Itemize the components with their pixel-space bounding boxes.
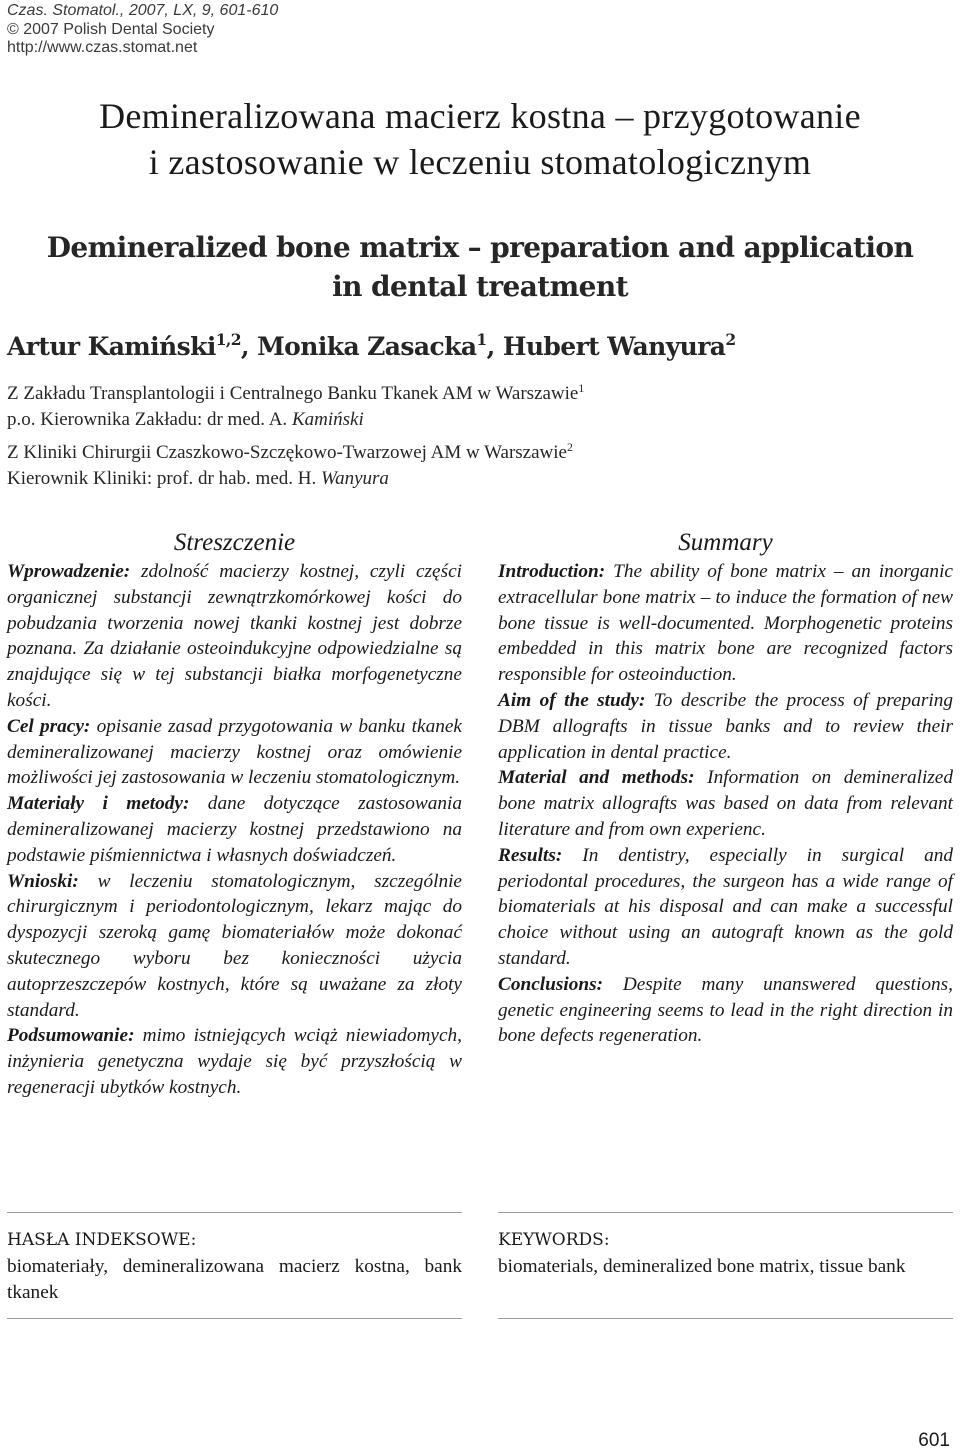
affiliation-2-head: Kierownik Kliniki: prof. dr hab. med. H. Wanyura [7,468,389,489]
keywords-english [498,1228,953,1280]
title-english-line-2: in dental treatment [332,270,628,303]
author-affiliation-mark: 1,2 [215,330,241,350]
author-separator: , [486,332,503,361]
title-english-line-1: Demineralized bone matrix – preparation and application [46,231,914,264]
keywords-english-text: biomaterials, demineralized bone matrix, tissue bank [498,1255,906,1277]
keywords-english-heading: KEYWORDS: [498,1230,610,1250]
keywords-english-top-rule [498,1212,953,1213]
affiliation-1: Z Zakładu Transplantologii i Centralnego Banku Tkanek AM w Warszawie$^1$ [7,381,585,404]
journal-header [7,2,278,58]
abstract-english [498,527,953,1049]
author-separator: , [240,332,258,361]
title-polish-line-2: i zastosowanie w leczeniu stomatologicznym [148,142,812,182]
abstract-paragraph: Aim of the study: To describe the process of preparing DBM allografts in tissue banks and to review their application in dental practice. [498,689,953,763]
affiliation-1-head: p.o. Kierownika Zakładu: dr med. A. Kamiński [7,409,364,430]
abstract-paragraph: Conclusions: Despite many unanswered questions, genetic engineering seems to lead in the right direction in bone defects regeneration. [498,973,953,1047]
abstract-paragraph: Materiały i metody: dane dotyczące zastosowania demineralizowanej macierzy kostnej przedstawiono na podstawie piśmiennictwa i własnych doświadczeń. [7,793,462,866]
author-affiliation-mark: 1 [476,330,487,350]
page-number: 601 [918,1430,950,1451]
abstract-english-body [498,559,953,1049]
abstract-paragraph: Cel pracy: opisanie zasad przygotowania w banku tkanek demineralizowanej macierzy kostnej oraz omówienie możliwości jej zastosowania w leczeniu stomatologicznym. [7,715,462,789]
author-name: Hubert Wanyura [502,332,726,361]
author-name: Monika Zasacka [257,332,477,361]
affiliation-2: Z Kliniki Chirurgii Czaszkowo-Szczękowo-Twarzowej AM w Warszawie$^2$ [7,440,573,463]
keywords-polish-top-rule [7,1212,462,1213]
abstract-polish-body [7,559,462,1101]
journal-url: http://www.czas.stomat.net [7,39,198,56]
keywords-english-bottom-rule [498,1318,953,1319]
abstract-paragraph: Wnioski: w leczeniu stomatologicznym, szczególnie chirurgicznym i periodontologicznym, lekarz mając do dyspozycji szeroką gamę biomateriałów może dokonać skutecznego wyboru bez konieczności użycia autoprzeszczepów kostnych, które są uważane za złoty standard. [7,870,462,1021]
title-polish [0,93,960,185]
abstract-polish-heading: Streszczenie [173,529,296,556]
abstract-paragraph: Podsumowanie: mimo istniejących wciąż niewiadomych, inżynieria genetyczna wydaje się być przyszłością w regeneracji ubytków kostnych. [7,1025,462,1098]
keywords-polish [7,1228,462,1305]
abstract-paragraph: Introduction: The ability of bone matrix – an inorganic extracellular bone matrix – to induce the formation of new bone tissue is well-documented. Morphogenetic proteins embedded in this matrix bone are recognized factors responsible for osteoinduction. [498,561,953,686]
keywords-polish-bottom-rule [7,1318,462,1319]
author-name: Artur Kamiński [7,332,216,361]
journal-citation: Czas. Stomatol., 2007, LX, 9, 601-610 [7,2,279,19]
keywords-polish-heading: HASŁA INDEKSOWE: [7,1230,197,1250]
keywords-polish-text: biomateriały, demineralizowana macierz kostna, bank tkanek [7,1255,462,1303]
title-polish-line-1: Demineralizowana macierz kostna – przygotowanie [99,96,861,136]
abstract-english-heading: Summary [678,529,773,556]
author-affiliation-mark: 2 [725,330,736,350]
copyright-line: © 2007 Polish Dental Society [7,20,215,38]
author-list [7,331,736,363]
abstract-polish [7,527,462,1101]
abstract-paragraph: Wprowadzenie: zdolność macierzy kostnej, czyli części organicznej substancji zewnątrzkomórkowej kości do pobudzania tworzenia nowej tkanki kostnej jest dobrze poznana. Za działanie osteoindukcyjne odpowiedzialne są znajdujące się w tej substancji białka morfogenetyczne kości. [7,561,462,711]
abstract-paragraph: Material and methods: Information on demineralized bone matrix allografts was based on data from relevant literature and from own experienc. [498,767,954,840]
abstract-paragraph: Results: In dentistry, especially in surgical and periodontal procedures, the surgeon has a wide range of biomaterials at his disposal and can make a successful choice without using an autograft known as the gold standard. [498,844,953,969]
title-english [0,228,960,306]
